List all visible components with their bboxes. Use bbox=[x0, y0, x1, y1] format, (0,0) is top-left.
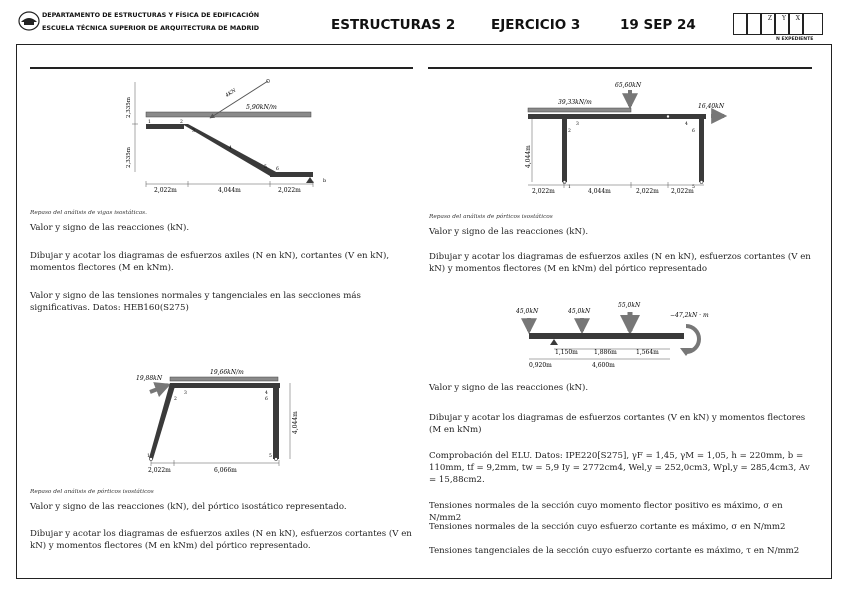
exercise-title: EJERCICIO 3 bbox=[491, 17, 581, 33]
span-label: 6,066m bbox=[214, 467, 237, 474]
distributed-load bbox=[528, 108, 631, 112]
student-id-box[interactable] bbox=[775, 13, 789, 35]
school-name: ESCUELA TÉCNICA SUPERIOR DE ARQUITECTURA DE MADRID bbox=[42, 24, 260, 32]
node-label: 3 bbox=[576, 122, 579, 127]
moment-label: −47,2kN · m bbox=[670, 312, 709, 319]
right-column bbox=[699, 114, 704, 182]
student-id-box[interactable] bbox=[803, 13, 823, 35]
node-label: 2 bbox=[174, 397, 177, 402]
node-label: 5 bbox=[692, 185, 695, 190]
department-name: DEPARTAMENTO DE ESTRUCTURAS Y FÍSICA DE EDIFICACIÓN bbox=[42, 11, 260, 19]
problem1-note: Repaso del análisis de vigas isostáticas. bbox=[30, 210, 147, 216]
node-label: 6 bbox=[692, 129, 695, 134]
section-rule-right bbox=[428, 67, 812, 69]
span-label: 1,564m bbox=[636, 349, 659, 356]
expediente-label: N EXPEDIENTE bbox=[776, 37, 814, 42]
problem2-question-diagrams: Dibujar y acotar los diagramas de esfuerzos axiles (N en kN), esfuerzos cortantes (V en kN) y momentos flectores (M en kNm) del pórtico representado bbox=[429, 252, 811, 274]
problem1-question-reactions: Valor y signo de las reacciones (kN). bbox=[30, 223, 190, 233]
exam-date: 19 SEP 24 bbox=[620, 17, 696, 33]
node-label: 1 bbox=[147, 454, 150, 459]
id-label-y: Y bbox=[782, 15, 786, 22]
node-label: 3 bbox=[192, 129, 195, 134]
node-label: 2 bbox=[568, 129, 571, 134]
span-label: 4,600m bbox=[592, 362, 615, 369]
id-label-x: X bbox=[795, 15, 800, 22]
node-label: 3 bbox=[184, 391, 187, 396]
beam-right bbox=[270, 172, 313, 177]
problem4-question-diagrams: Dibujar y acotar los diagramas de esfuerzos axiles (N en kN), esfuerzos cortantes (V en kN) y momentos flectores (M en kNm) del pórtico representado. bbox=[30, 529, 412, 551]
load-label: 45,0kN bbox=[568, 308, 591, 315]
node-label: 1 bbox=[148, 120, 151, 125]
distributed-load bbox=[170, 377, 278, 381]
problem1-question-diagrams: Dibujar y acotar los diagramas de esfuerzos axiles (N en kN), cortantes (V en kN), momentos flectores (M en kNm). bbox=[30, 251, 390, 273]
problem3-question-diagrams: Dibujar y acotar los diagramas de esfuerzos cortantes (V en kN) y momentos flectores (M en kNm) bbox=[429, 413, 806, 435]
load-label: 5,90kN/m bbox=[246, 104, 277, 111]
problem3-question-normal-shear: Tensiones normales de la sección cuyo esfuerzo cortante es máximo, σ en N/mm2 bbox=[429, 522, 786, 532]
distributed-load-label: 39,33kN/m bbox=[558, 99, 592, 106]
pin-support bbox=[550, 339, 558, 345]
span-label: 2,022m bbox=[671, 188, 694, 195]
node-label: 6 bbox=[276, 167, 279, 172]
id-label-z: Z bbox=[767, 15, 772, 22]
span-label: 1,886m bbox=[594, 349, 617, 356]
load-label: 55,0kN bbox=[618, 302, 641, 309]
beam-left bbox=[146, 124, 184, 129]
section-rule-left bbox=[30, 67, 413, 69]
node-label: 1 bbox=[568, 185, 571, 190]
height-label: 4,044m bbox=[525, 145, 532, 168]
right-column bbox=[273, 383, 279, 459]
support-label: b bbox=[323, 178, 327, 184]
horizontal-load-arrow bbox=[150, 385, 168, 392]
beam bbox=[529, 333, 684, 339]
horizontal-load-label: 19,88kN bbox=[136, 375, 163, 382]
problem2-figure bbox=[518, 78, 738, 198]
height-bottom-label: 2,335m bbox=[126, 147, 132, 168]
distributed-load-label: 19,66kN/m bbox=[210, 369, 244, 376]
school-logo bbox=[18, 10, 40, 32]
problem3-figure bbox=[510, 298, 750, 370]
hinge bbox=[667, 115, 669, 117]
distributed-load bbox=[146, 112, 311, 117]
student-id-box[interactable] bbox=[761, 13, 775, 35]
span-label: 1,150m bbox=[555, 349, 578, 356]
span-label: 2,022m bbox=[154, 187, 177, 194]
problem1-figure bbox=[118, 72, 338, 197]
problem3-question-elu: Comprobación del ELU. Datos: IPE220[S275], γF = 1,45, γM = 1,05, h = 220mm, b = 110mm, tf = 9,2mm, tw = 5,9 Iy = 2772cm4, Wel,y = 252,0cm3, Wpl,y = 285,4cm3, Av = 15,88cm2. bbox=[429, 451, 810, 485]
problem4-note: Repaso del análisis de pórticos isostáticos bbox=[30, 489, 154, 495]
span-label: 0,920m bbox=[529, 362, 552, 369]
node-label: 4 bbox=[229, 146, 232, 151]
course-title: ESTRUCTURAS 2 bbox=[331, 17, 456, 33]
top-beam bbox=[528, 114, 706, 119]
student-id-box[interactable] bbox=[747, 13, 761, 35]
pin-node bbox=[275, 458, 278, 461]
height-label: 4,044m bbox=[292, 411, 299, 434]
problem1-question-stresses: Valor y signo de las tensiones normales y tangenciales en las secciones más significativas. Datos: HEB160(S275) bbox=[30, 291, 361, 313]
problem3-question-tangential: Tensiones tangenciales de la sección cuyo esfuerzo cortante es máximo, τ en N/mm2 bbox=[429, 546, 800, 556]
node-label: 5 bbox=[264, 165, 267, 170]
node-label: 2 bbox=[180, 120, 183, 125]
span-label: 4,044m bbox=[218, 187, 241, 194]
load-label: 45,0kN bbox=[516, 308, 539, 315]
span-label: 4,044m bbox=[588, 188, 611, 195]
department-header bbox=[42, 9, 259, 35]
student-id-box[interactable] bbox=[733, 13, 747, 35]
node-label: 5 bbox=[269, 454, 272, 459]
span-label: 2,022m bbox=[636, 188, 659, 195]
inclined-load-label: 4KN bbox=[224, 87, 238, 99]
left-column bbox=[562, 114, 567, 182]
span-label: 2,022m bbox=[148, 467, 171, 474]
problem4-question-reactions: Valor y signo de las reacciones (kN), del pórtico isostático representado. bbox=[30, 502, 347, 512]
problem2-note: Repaso del análisis de pórticos isostáticos bbox=[429, 214, 553, 220]
problem3-question-reactions: Valor y signo de las reacciones (kN). bbox=[429, 383, 589, 393]
inclined-column bbox=[149, 383, 176, 459]
problem3-question-normal-moment: Tensiones normales de la sección cuyo momento flector positivo es máximo, σ en N/mm2 bbox=[429, 501, 783, 523]
student-id-box[interactable] bbox=[789, 13, 803, 35]
point-load-label: 65,60kN bbox=[615, 82, 642, 89]
span-label: 2,022m bbox=[278, 187, 301, 194]
node-label: 6 bbox=[265, 397, 268, 402]
node-label: 4 bbox=[265, 391, 268, 396]
problem4-figure bbox=[130, 362, 310, 474]
pin-node bbox=[700, 181, 703, 184]
span-label: 2,022m bbox=[532, 188, 555, 195]
pin-node bbox=[563, 181, 566, 184]
height-top-label: 2,335m bbox=[126, 97, 132, 118]
problem2-question-reactions: Valor y signo de las reacciones (kN). bbox=[429, 227, 589, 237]
node-label: 4 bbox=[685, 122, 688, 127]
top-beam bbox=[170, 383, 280, 388]
horizontal-load-label: 16,40kN bbox=[698, 103, 725, 110]
